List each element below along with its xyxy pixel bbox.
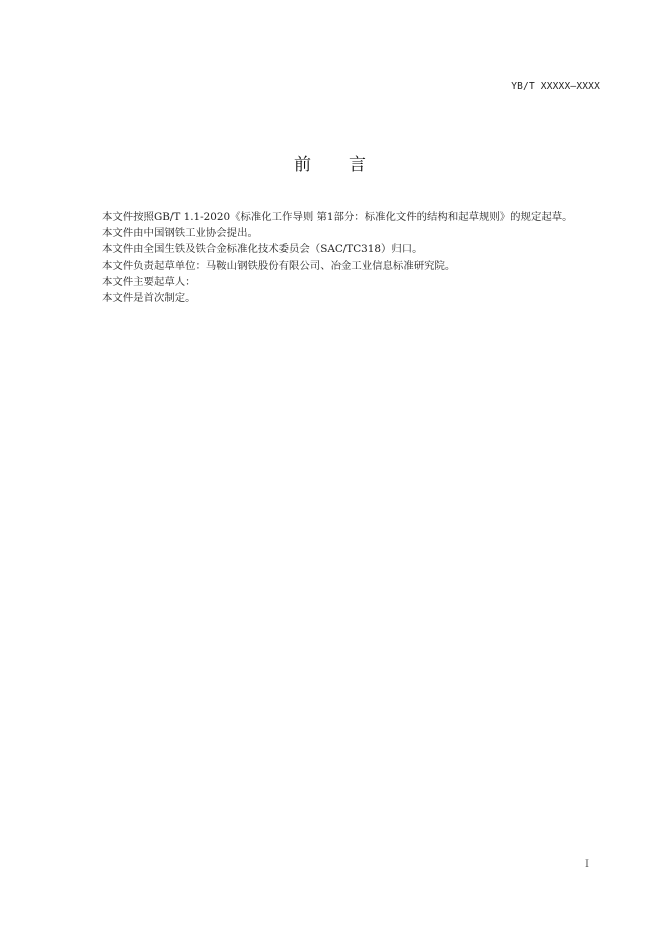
page-title-char-1: 前 — [294, 155, 313, 175]
preface-body — [81, 209, 601, 306]
page-number: I — [585, 859, 589, 870]
paragraph-drafting-units: 本文件负责起草单位：马鞍山钢铁股份有限公司、冶金工业信息标准研究院。 — [102, 259, 456, 272]
document-code: YB/T XXXXX—XXXX — [511, 81, 600, 92]
paragraph-responsible-committee: 本文件由全国生铁及铁合金标准化技术委员会（SAC/TC318）归口。 — [102, 243, 423, 256]
paragraph-proposer: 本文件由中国钢铁工业协会提出。 — [102, 227, 258, 240]
paragraph-first-edition: 本文件是首次制定。 — [102, 292, 196, 305]
paragraph-drafting-rules: 本文件按照GB/T 1.1-2020《标准化工作导则 第1部分：标准化文件的结构和起草规则》的规定起草。 — [102, 211, 573, 223]
page-title-char-2: 言 — [349, 155, 368, 175]
page-title — [0, 150, 662, 175]
paragraph-drafters: 本文件主要起草人： — [102, 275, 196, 288]
